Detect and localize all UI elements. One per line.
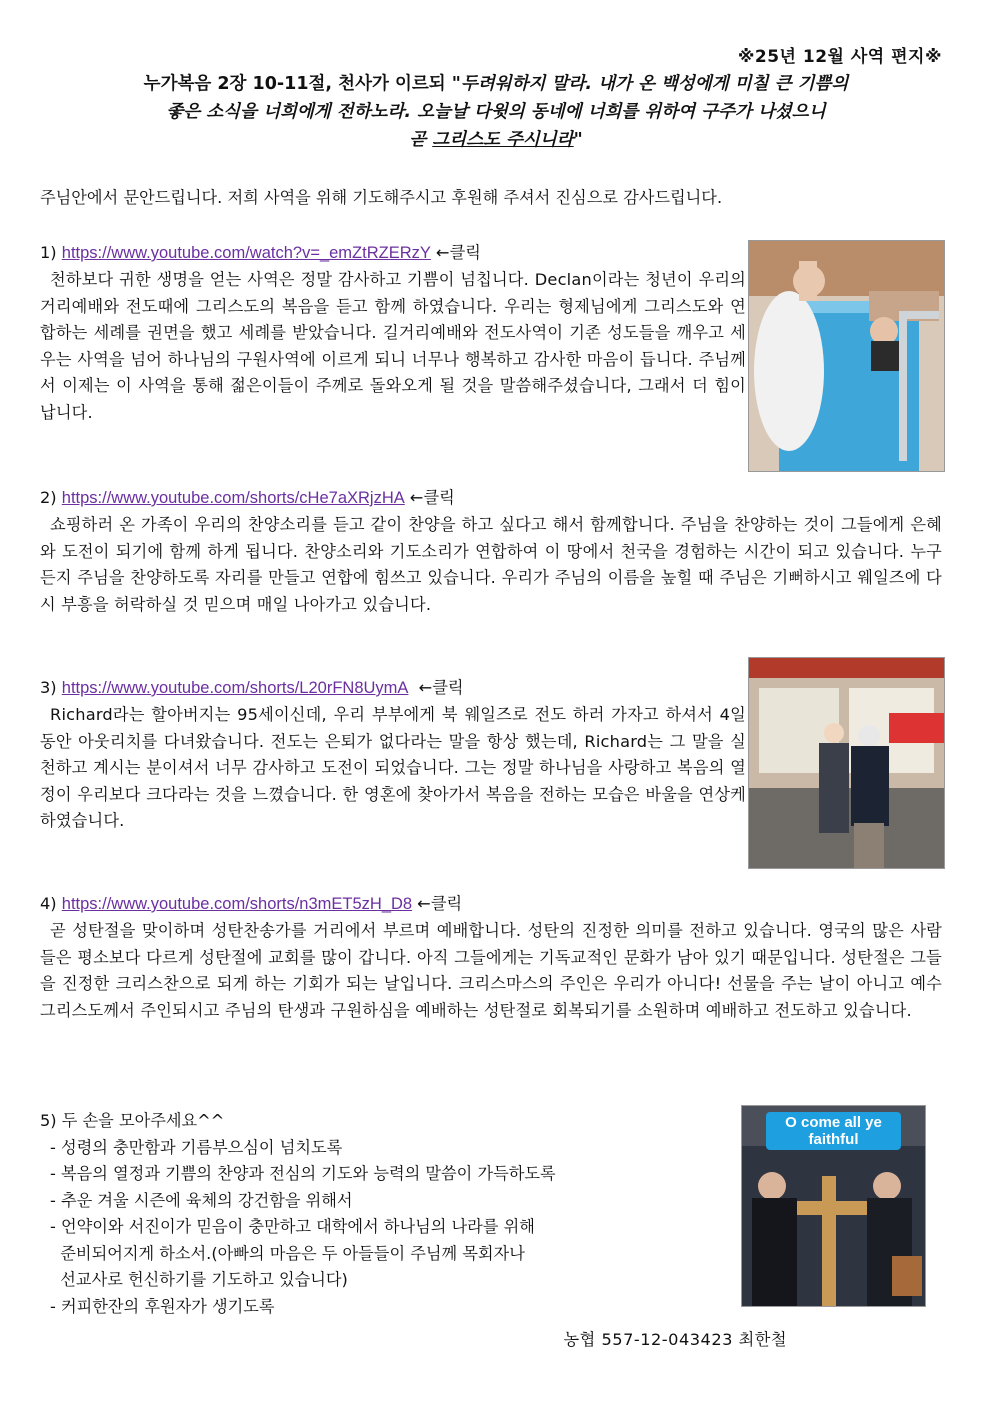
prayer-item: - 성령의 충만함과 기름부으심이 넘치도록	[50, 1137, 343, 1157]
verse-quote-line2: 좋은 소식을 너희에게 전하노라. 오늘날 다윗의 동네에 너희를 위하여 구주가 나셨으니	[166, 102, 826, 122]
prayer-item: - 커피한잔의 후원자가 생기도록	[50, 1296, 275, 1316]
section-3-number: 3)	[40, 678, 57, 697]
baptism-photo	[748, 240, 945, 472]
prayer-item: - 추운 겨울 시즌에 육체의 강건함을 위해서	[50, 1190, 353, 1210]
section-1-header	[40, 242, 481, 264]
section-1-body: 천하보다 귀한 생명을 얻는 사역은 정말 감사하고 기쁨이 넘칩니다. Declan이라는 청년이 우리의 거리예배와 전도때에 그리스도의 복음을 듣고 함께 하였습니다. 우리는 형제님에게 그리스도와 연합하는 세례를 권면을 했고 세례를 받았습니다. 길거리예배와 전도사역이 기존 성도들을 깨우고 세우는 사역을 넘어 하나님의 구원사역에 이르게 되니 너무나 행복하고 감사한 마음이 듭니다. 주님께서 이제는 이 사역을 통해 젊은이들이 주께로 돌와오게 될 것을 말씀해주셨습니다, 그래서 더 힘이 납니다.	[40, 270, 746, 422]
section-4-number: 4)	[40, 894, 57, 913]
verse-quote-line1: "두려워하지 말라. 내가 온 백성에게 미칠 큰 기쁨의	[451, 74, 849, 94]
section-2-header	[40, 487, 455, 509]
section-3-youtube-link[interactable]: https://www.youtube.com/shorts/L20rFN8UymA	[61, 679, 409, 697]
verse-quote-underlined: 그리스도 주시니라	[432, 130, 574, 150]
baptism-photo-illustration	[749, 241, 944, 471]
photo-caption: O come all ye faithful	[766, 1112, 901, 1150]
prayer-item-continued: 준비되어지게 하소서.(아빠의 마음은 두 아들들이 주님께 목회자나	[50, 1243, 525, 1263]
section-3-body: Richard라는 할아버지는 95세이신데, 우리 부부에게 북 웨일즈로 전도 하러 가자고 하셔서 4일 동안 아웃리치를 다녀왔습니다. 전도는 은퇴가 없다라는 말을 항상 했는데, Richard는 그 말을 실천하고 계시는 분이셔서 너무 감사하고 도전이 되었습니다. 그는 정말 하나님을 사랑하고 복음의 열정이 우리보다 크다라는 것을 느꼈습니다. 한 영혼에 찾아가서 복음을 전하는 모습은 바울을 연상케 하였습니다.	[40, 705, 746, 830]
section-3-header	[40, 677, 464, 699]
letter-title: ※25년 12월 사역 편지※	[737, 47, 942, 67]
verse-reference: 누가복음 2장 10-11절, 천사가 이르되	[143, 74, 452, 94]
christmas-carol-photo	[741, 1105, 926, 1307]
section-2-number: 2)	[40, 488, 57, 507]
prayer-requests	[40, 1108, 760, 1320]
section-1-youtube-link[interactable]: https://www.youtube.com/watch?v=_emZtRZERzY	[61, 244, 431, 262]
street-evangelism-illustration	[749, 658, 944, 868]
section-2-body: 쇼핑하러 온 가족이 우리의 찬양소리를 듣고 같이 찬양을 하고 싶다고 해서 함께합니다. 주님을 찬양하는 것이 그들에게 은혜와 도전이 되기에 함께 하게 됩니다. 찬양소리와 기도소리가 연합하여 이 땅에서 천국을 경험하는 시간이 되고 있습니다. 누구든지 주님을 찬양하도록 자리를 만들고 연합에 힘쓰고 있습니다. 우리가 주님의 이름을 높힐 때 주님은 기뻐하시고 웨일즈에 다시 부흥을 허락하실 것 믿으며 매일 나아가고 있습니다.	[40, 515, 942, 614]
bible-verse	[40, 70, 952, 154]
prayer-heading: 5) 두 손을 모아주세요^^	[40, 1111, 225, 1130]
verse-quote-line3-suffix: "	[573, 130, 583, 150]
section-1-click-label: ←클릭	[436, 243, 481, 262]
section-4-youtube-link[interactable]: https://www.youtube.com/shorts/n3mET5zH_D8	[61, 895, 413, 913]
street-evangelism-photo	[748, 657, 945, 869]
section-4-header	[40, 893, 462, 915]
section-4-body: 곧 성탄절을 맞이하며 성탄찬송가를 거리에서 부르며 예배합니다. 성탄의 진정한 의미를 전하고 있습니다. 영국의 많은 사람들은 평소보다 다르게 성탄절에 교회를 많이 갑니다. 아직 그들에게는 기독교적인 문화가 남아 있기 때문입니다. 성탄절은 그들을 진정한 크리스찬으로 되게 하는 기회가 되는 날입니다. 크리스마스의 주인은 우리가 아니다! 선물을 주는 날이 아니고 예수 그리스도께서 주인되시고 주님의 탄생과 구원하심을 예배하는 성탄절로 회복되기를 소원하며 예배하고 전도하고 있습니다.	[40, 921, 942, 1020]
section-1-number: 1)	[40, 243, 57, 262]
prayer-item-continued: 선교사로 헌신하기를 기도하고 있습니다)	[50, 1270, 348, 1289]
section-2-youtube-link[interactable]: https://www.youtube.com/shorts/cHe7aXRjzHA	[61, 489, 405, 507]
bank-account: 농협 557-12-043423 최한철	[563, 1330, 787, 1349]
greeting: 주님안에서 문안드립니다. 저희 사역을 위해 기도해주시고 후원해 주셔서 진심으로 감사드립니다.	[40, 188, 723, 207]
prayer-item: - 언약이와 서진이가 믿음이 충만하고 대학에서 하나님의 나라를 위해	[50, 1217, 535, 1236]
prayer-item: - 복음의 열정과 기쁨의 찬양과 전심의 기도와 능력의 말씀이 가득하도록	[50, 1164, 556, 1183]
section-2-click-label: ←클릭	[409, 488, 455, 507]
section-4-click-label: ←클릭	[417, 894, 463, 913]
section-3-click-label: ←클릭	[418, 678, 464, 697]
verse-quote-line3-prefix: 곧	[409, 130, 433, 150]
